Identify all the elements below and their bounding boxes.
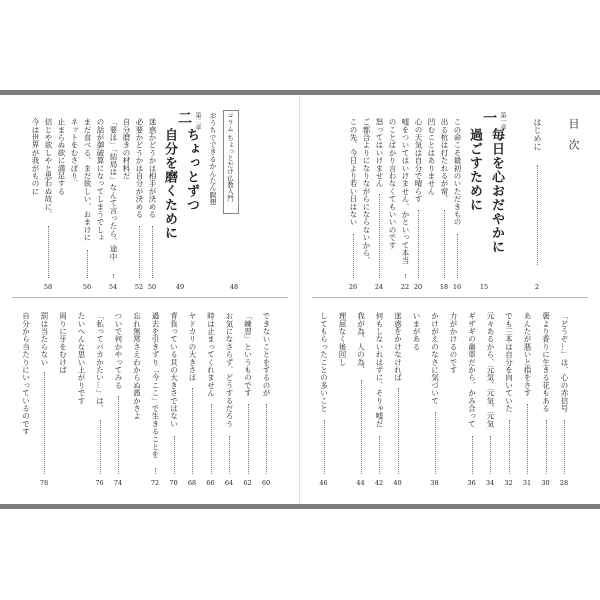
toc-entry: 迷惑かどうかは相手が決める: [148, 118, 157, 219]
page-number: 38: [430, 479, 439, 487]
leader-dots: [418, 210, 419, 278]
page-number: 76: [95, 479, 104, 487]
chapter-2-title-line2: 自分を磨くために: [162, 128, 177, 240]
page-number: 36: [467, 479, 476, 487]
toc-entry: 過去を引きずり「今ここ」で生きることを: [151, 312, 160, 459]
toc-entry: 周りに牙をむけば: [58, 312, 68, 374]
toc-entry: 止まらぬ欲に満足する: [57, 118, 66, 195]
leader-dots: [324, 420, 325, 474]
page-number: 24: [374, 283, 384, 291]
toc-entry: まだ食べる、まだ欲しい、おまけに: [83, 118, 92, 242]
toc-entry: 褒より香りに生きる花もある: [541, 312, 551, 413]
toc-entry: この命こそ最初のいただきもの: [453, 118, 462, 226]
leader-dots: [229, 436, 230, 474]
leader-dots: [405, 274, 406, 278]
leader-dots: [174, 436, 175, 474]
leader-dots: [100, 420, 101, 474]
page-number: 62: [243, 479, 252, 487]
toc-entry: できないことをするのが: [262, 312, 271, 397]
toc-entry: 何もしないれはずに、そりゃ嘘だ: [375, 312, 384, 428]
toc-entry: 背負っている貝の大きさではない: [169, 312, 179, 428]
leader-dots: [435, 412, 436, 474]
page-number: 42: [374, 479, 384, 487]
leader-dots: [48, 226, 49, 278]
page-number: 68: [187, 479, 197, 487]
chapter-1-title-line2: 過ごすために: [467, 128, 482, 212]
toc-entry: 元々あるから、元気、元気、元気: [486, 312, 495, 428]
leader-intro: [537, 165, 538, 265]
page-number: 18: [439, 283, 449, 291]
leader-dots: [398, 388, 399, 474]
page-number: 32: [504, 479, 513, 487]
leader-dots: [155, 468, 156, 474]
page-number: 70: [169, 479, 178, 487]
page-number: 66: [206, 479, 215, 487]
bottom-gray-band: [0, 504, 600, 509]
page-number: 64: [224, 479, 234, 487]
page-number: 54: [108, 283, 118, 291]
toc-entry: いまがある: [412, 312, 421, 351]
chapter-2-label: 第二章: [194, 112, 201, 130]
toc-entry: のことばかり言わなくてもいいのです: [388, 118, 397, 249]
chapter-2-number: 二: [178, 111, 192, 127]
toc-entry: 嘘をついてはいけません、かといって本当: [401, 118, 410, 265]
toc-heading: 目次: [567, 118, 580, 160]
page-number: 50: [147, 283, 157, 291]
leader-dots: [546, 420, 547, 474]
leader-dots: [152, 226, 153, 278]
toc-entry: の話が御破算になってしまうでしょ: [96, 118, 105, 242]
toc-entry: ネットをむさぼり、: [70, 118, 79, 188]
toc-entry: ヤドカリの大きさは: [188, 312, 197, 382]
toc-entry: 信じや欲しやと思わぬ故に、: [44, 118, 53, 219]
leader-dots: [118, 396, 119, 474]
page-number: 60: [261, 479, 271, 487]
leader-dots: [248, 404, 249, 474]
page-number: 40: [393, 479, 402, 487]
toc-entry: 時は止まってくれません: [206, 312, 216, 397]
toc-entry: 忘れ無常さえわからぬ愚かさよ: [132, 312, 142, 420]
column-subtitle: おうちでできるかんたん瞑想: [209, 112, 217, 206]
leader-dots: [564, 420, 565, 474]
page-number: 72: [150, 479, 160, 487]
leader-dots: [211, 404, 212, 474]
leader-dots: [472, 436, 473, 474]
leader-dots: [353, 234, 354, 278]
toc-entry: 「練習」というものです: [243, 312, 253, 397]
toc-entry: かけがえのなさに気づいて: [430, 312, 440, 405]
toc-entry: 出る杭は打たれるが常、: [440, 118, 449, 203]
leader-dots: [509, 420, 510, 474]
toc-entry: 理屈なく後回し: [338, 312, 347, 366]
leader-dots: [527, 404, 528, 474]
toc-entry: 力がかけるのです: [449, 312, 458, 374]
leader-dots: [139, 226, 140, 278]
chapter-2-title-line1: ちょっとずつ: [184, 128, 199, 212]
leader-dots: [444, 210, 445, 278]
page-number-intro: 2: [534, 283, 540, 291]
leader-dots: [379, 436, 380, 474]
toc-entry-intro: はじめに: [533, 118, 542, 151]
toc-entry: 「要は」「結局は」なんて言ったら、途中: [109, 118, 118, 261]
toc-entry: 「どうぞ…」は、心の赤信号: [560, 312, 569, 413]
page-number-ch1-title: 15: [479, 283, 489, 291]
page-number: 26: [348, 283, 358, 291]
left-page-divider: [12, 297, 288, 298]
toc-entry: ついで何かやってみる: [114, 312, 123, 389]
page-number: 28: [559, 479, 569, 487]
page-number: 46: [319, 479, 328, 487]
page-number: 22: [400, 283, 410, 291]
leader-dots: [457, 234, 458, 278]
right-page-divider: [312, 297, 588, 298]
toc-entry: あんたが悪いと指をさす: [523, 312, 532, 397]
page-number: 20: [413, 283, 423, 291]
toc-entry: 罰は当たらない: [40, 312, 49, 366]
top-gray-band: [0, 90, 600, 95]
page-number: 34: [485, 479, 495, 487]
page-spine: [299, 95, 300, 504]
page-number: 56: [82, 283, 92, 291]
leader-dots: [266, 404, 267, 474]
page-number-column: 48: [229, 283, 239, 291]
toc-entry: してもらったことの多いこと: [319, 312, 329, 413]
page-number: 16: [452, 283, 462, 291]
chapter-1-label: 第一章: [499, 112, 506, 130]
toc-entry: ご都合よりになりながらにならないから、: [362, 118, 371, 265]
leader-dots: [87, 250, 88, 278]
toc-entry: 自分から当たりにいっているのです: [21, 312, 31, 436]
leader-dots: [192, 388, 193, 474]
toc-entry: 今は世界が我がものに: [31, 118, 40, 195]
leader-dots: [361, 380, 362, 474]
toc-entry: 凹むことはありません: [427, 118, 436, 195]
toc-entry: たいへんな思い上がりです: [77, 312, 86, 405]
toc-entry: 心の天気は自分で晴らす: [414, 118, 423, 203]
toc-entry: 必要かどうかは自分が決める: [135, 118, 144, 219]
page-number: 44: [356, 479, 365, 487]
toc-entry: でも三本は自分を向いていた: [504, 312, 514, 413]
toc-entry: 迷惑をかけなければ: [393, 312, 403, 382]
toc-entry: ギザギの歯車だから、かみ合って: [467, 312, 477, 428]
chapter-1-number: 一: [483, 111, 497, 127]
toc-entry: 自分磨きの材料だ: [122, 118, 131, 180]
toc-entry: 怒ってはいけません: [375, 118, 384, 188]
toc-entry: 「私ってバカかたい…」は、: [95, 312, 105, 413]
toc-entry: お気になさらず、どうするだろう: [225, 312, 234, 428]
chapter-1-title-line1: 毎日を心おだやかに: [489, 128, 504, 254]
leader-dots: [490, 436, 491, 474]
page-number: 31: [522, 479, 532, 487]
page-number: 74: [113, 479, 123, 487]
page-number: 52: [134, 283, 144, 291]
page-number: 78: [39, 479, 49, 487]
toc-entry: この先、今日より若い日はない: [349, 118, 358, 226]
leader-dots: [113, 274, 114, 278]
page-number: 30: [541, 479, 550, 487]
toc-entry: 我が為、人の為、: [356, 312, 366, 374]
page-number: 58: [43, 283, 53, 291]
page-number-ch2-title: 49: [175, 283, 185, 291]
leader-dots: [44, 372, 45, 474]
column-title: コラム ちょっとだけ仏教入門: [226, 112, 234, 202]
leader-dots: [379, 194, 380, 278]
